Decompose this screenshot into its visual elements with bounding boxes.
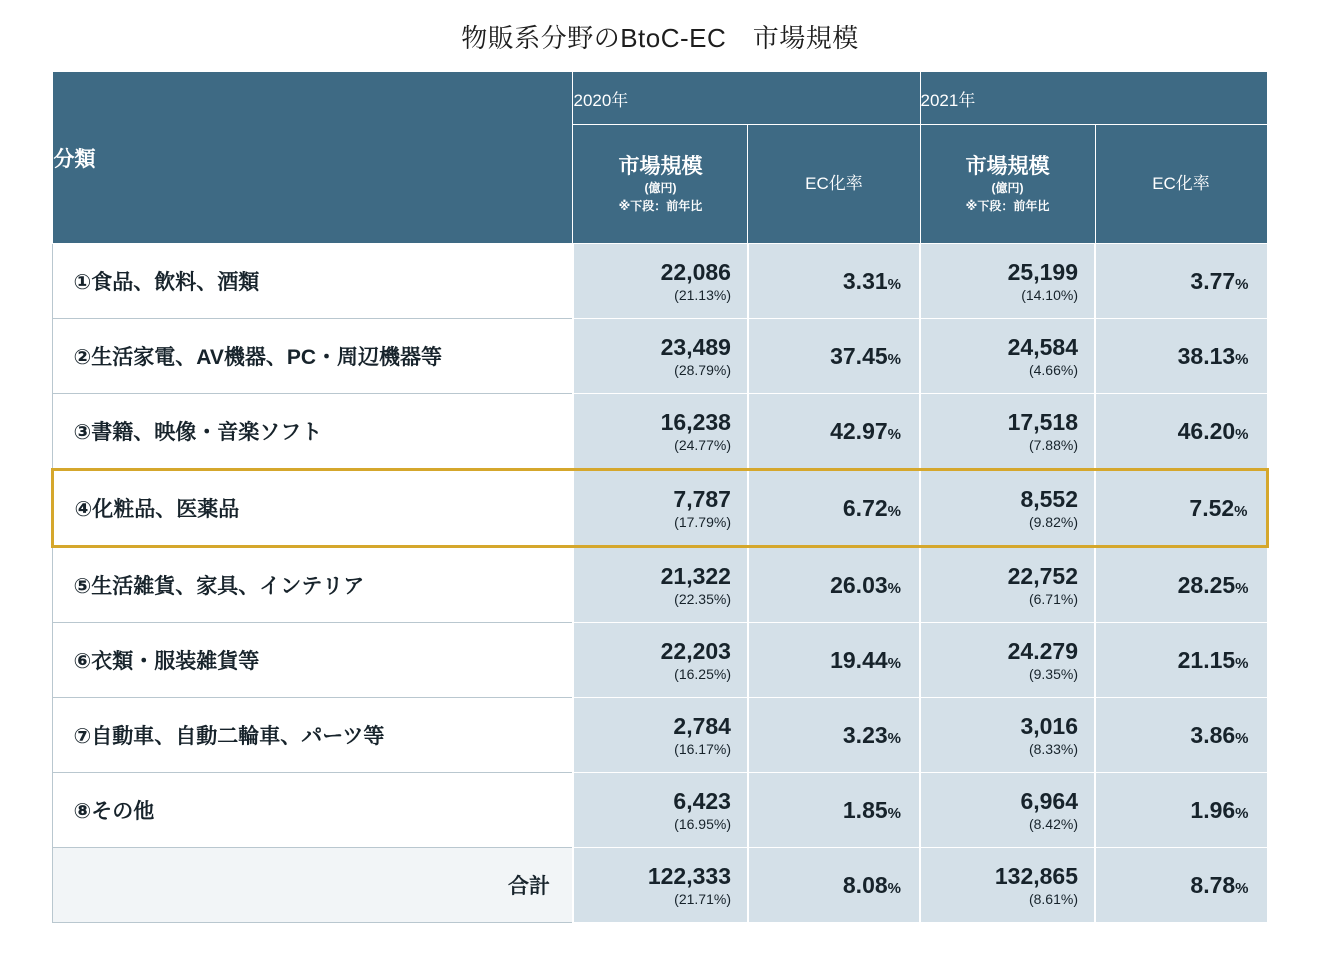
cell-2021-market-size [920, 244, 1095, 319]
size-label-unit: (億円) [991, 181, 1024, 196]
column-group-2021: 2021年 [920, 72, 1267, 125]
market-size-value: 23,489 [660, 333, 731, 360]
percent-sign: % [1235, 350, 1249, 368]
table-row [53, 848, 1267, 923]
market-size-value: 6,964 [1020, 787, 1078, 814]
column-header-2021-size [920, 125, 1095, 244]
table-row [53, 698, 1267, 773]
year-over-year-value: (21.71%) [674, 891, 731, 908]
cell-2021-ec-rate [1095, 698, 1267, 773]
ec-rate-value: 6.72 [842, 494, 888, 521]
market-size-value: 6,423 [673, 787, 731, 814]
cell-2021-market-size [920, 547, 1095, 623]
table-row [53, 319, 1267, 394]
percent-sign: % [887, 425, 901, 443]
row-label-category: ④化粧品、医薬品 [53, 470, 573, 547]
cell-2021-ec-rate [1095, 470, 1267, 547]
market-size-value: 132,865 [994, 862, 1078, 889]
market-size-value: 24,584 [1007, 333, 1078, 360]
cell-2020-ec-rate [748, 773, 920, 848]
year-over-year-value: (28.79%) [674, 362, 731, 379]
market-size-value: 16,238 [660, 408, 731, 435]
year-over-year-value: (14.10%) [1021, 287, 1078, 304]
column-header-category: 分類 [53, 72, 573, 244]
percent-sign: % [887, 275, 901, 293]
cell-2021-ec-rate [1095, 319, 1267, 394]
ec-rate-value: 3.31 [842, 267, 888, 294]
market-size-table [51, 71, 1268, 923]
ec-rate-value: 8.08 [842, 871, 888, 898]
cell-2020-ec-rate [748, 244, 920, 319]
cell-2020-market-size [573, 244, 748, 319]
column-header-2020-rate [748, 125, 920, 244]
column-group-2020: 2020年 [573, 72, 920, 125]
ec-rate-value: 3.86 [1190, 721, 1236, 748]
percent-sign: % [887, 502, 901, 520]
percent-sign: % [1235, 579, 1249, 597]
market-size-value: 24.279 [1007, 637, 1078, 664]
row-label-total: 合計 [53, 848, 573, 923]
year-over-year-value: (16.17%) [674, 741, 731, 758]
cell-2020-market-size [573, 394, 748, 470]
cell-2020-market-size [573, 470, 748, 547]
ec-rate-value: 1.85 [842, 796, 888, 823]
market-size-value: 22,203 [660, 637, 731, 664]
cell-2021-market-size [920, 848, 1095, 923]
percent-sign: % [887, 729, 901, 747]
table-row [53, 244, 1267, 319]
size-label-line1: 市場規模 [618, 154, 703, 178]
cell-2020-market-size [573, 547, 748, 623]
market-size-value: 8,552 [1020, 485, 1078, 512]
row-label-category: ⑦自動車、自動二輪車、パーツ等 [53, 698, 573, 773]
percent-sign: % [887, 579, 901, 597]
cell-2021-market-size [920, 623, 1095, 698]
percent-sign: % [1235, 879, 1249, 897]
cell-2021-market-size [920, 773, 1095, 848]
row-label-category: ⑤生活雑貨、家具、インテリア [53, 547, 573, 623]
cell-2020-ec-rate [748, 623, 920, 698]
ec-rate-value: 1.96 [1190, 796, 1236, 823]
year-over-year-value: (8.33%) [1028, 741, 1078, 758]
table-body [53, 244, 1267, 923]
year-over-year-value: (9.82%) [1028, 514, 1078, 531]
ec-rate-label: EC化率 [805, 174, 863, 193]
table-header [53, 72, 1267, 244]
year-over-year-value: (22.35%) [674, 591, 731, 608]
ec-rate-value: 26.03 [830, 571, 888, 598]
market-size-value: 21,322 [660, 562, 731, 589]
row-label-category: ⑧その他 [53, 773, 573, 848]
year-over-year-value: (16.25%) [674, 666, 731, 683]
cell-2021-market-size [920, 698, 1095, 773]
year-over-year-value: (16.95%) [674, 816, 731, 833]
cell-2020-ec-rate [748, 547, 920, 623]
percent-sign: % [1235, 729, 1249, 747]
ec-rate-value: 19.44 [830, 646, 888, 673]
cell-2021-ec-rate [1095, 773, 1267, 848]
table-row [53, 623, 1267, 698]
year-over-year-value: (9.35%) [1028, 666, 1078, 683]
year-over-year-value: (8.42%) [1028, 816, 1078, 833]
percent-sign: % [887, 654, 901, 672]
year-over-year-value: (7.88%) [1028, 437, 1078, 454]
table-row [53, 470, 1267, 547]
ec-rate-value: 42.97 [830, 417, 888, 444]
table-row [53, 394, 1267, 470]
year-over-year-value: (24.77%) [674, 437, 731, 454]
cell-2020-market-size [573, 698, 748, 773]
percent-sign: % [1235, 425, 1249, 443]
year-over-year-value: (17.79%) [674, 514, 731, 531]
percent-sign: % [1234, 502, 1248, 520]
cell-2021-ec-rate [1095, 547, 1267, 623]
row-label-category: ②生活家電、AV機器、PC・周辺機器等 [53, 319, 573, 394]
percent-sign: % [887, 804, 901, 822]
size-label-note: ※下段：前年比 [965, 199, 1050, 214]
size-label-line1: 市場規模 [965, 154, 1050, 178]
percent-sign: % [887, 350, 901, 368]
market-size-value: 17,518 [1007, 408, 1078, 435]
cell-2020-market-size [573, 848, 748, 923]
market-size-value: 25,199 [1007, 258, 1078, 285]
ec-rate-value: 28.25 [1177, 571, 1236, 598]
percent-sign: % [1235, 654, 1249, 672]
market-size-value: 7,787 [673, 485, 731, 512]
ec-rate-value: 3.23 [842, 721, 888, 748]
cell-2021-market-size [920, 394, 1095, 470]
row-label-category: ③書籍、映像・音楽ソフト [53, 394, 573, 470]
cell-2020-market-size [573, 319, 748, 394]
cell-2021-market-size [920, 319, 1095, 394]
percent-sign: % [1235, 804, 1249, 822]
percent-sign: % [1235, 275, 1249, 293]
column-header-2021-rate [1095, 125, 1267, 244]
table-row [53, 773, 1267, 848]
row-label-category: ①食品、飲料、酒類 [53, 244, 573, 319]
table-row [53, 547, 1267, 623]
cell-2021-ec-rate [1095, 623, 1267, 698]
year-over-year-value: (6.71%) [1028, 591, 1078, 608]
ec-rate-value: 8.78 [1190, 871, 1236, 898]
cell-2020-ec-rate [748, 698, 920, 773]
ec-rate-value: 7.52 [1189, 494, 1235, 521]
cell-2020-ec-rate [748, 394, 920, 470]
cell-2020-ec-rate [748, 848, 920, 923]
ec-rate-label: EC化率 [1152, 174, 1210, 193]
cell-2020-market-size [573, 773, 748, 848]
ec-rate-value: 3.77 [1190, 267, 1236, 294]
header-row-years [53, 72, 1267, 125]
percent-sign: % [887, 879, 901, 897]
market-size-value: 3,016 [1020, 712, 1078, 739]
ec-rate-value: 46.20 [1177, 417, 1236, 444]
size-label-unit: (億円) [644, 181, 677, 196]
market-size-value: 22,086 [660, 258, 731, 285]
year-over-year-value: (4.66%) [1028, 362, 1078, 379]
ec-rate-value: 37.45 [830, 342, 888, 369]
cell-2021-ec-rate [1095, 244, 1267, 319]
cell-2021-ec-rate [1095, 394, 1267, 470]
market-size-value: 22,752 [1007, 562, 1078, 589]
cell-2020-ec-rate [748, 470, 920, 547]
year-over-year-value: (21.13%) [674, 287, 731, 304]
market-size-value: 2,784 [673, 712, 731, 739]
ec-rate-value: 38.13 [1177, 342, 1236, 369]
ec-rate-value: 21.15 [1177, 646, 1236, 673]
cell-2020-ec-rate [748, 319, 920, 394]
page-title: 物販系分野のBtoC-EC 市場規模 [461, 23, 859, 53]
cell-2020-market-size [573, 623, 748, 698]
column-header-2020-size [573, 125, 748, 244]
size-label-note: ※下段：前年比 [618, 199, 703, 214]
cell-2021-market-size [920, 470, 1095, 547]
market-size-value: 122,333 [647, 862, 731, 889]
year-over-year-value: (8.61%) [1028, 891, 1078, 908]
row-label-category: ⑥衣類・服装雑貨等 [53, 623, 573, 698]
cell-2021-ec-rate [1095, 848, 1267, 923]
